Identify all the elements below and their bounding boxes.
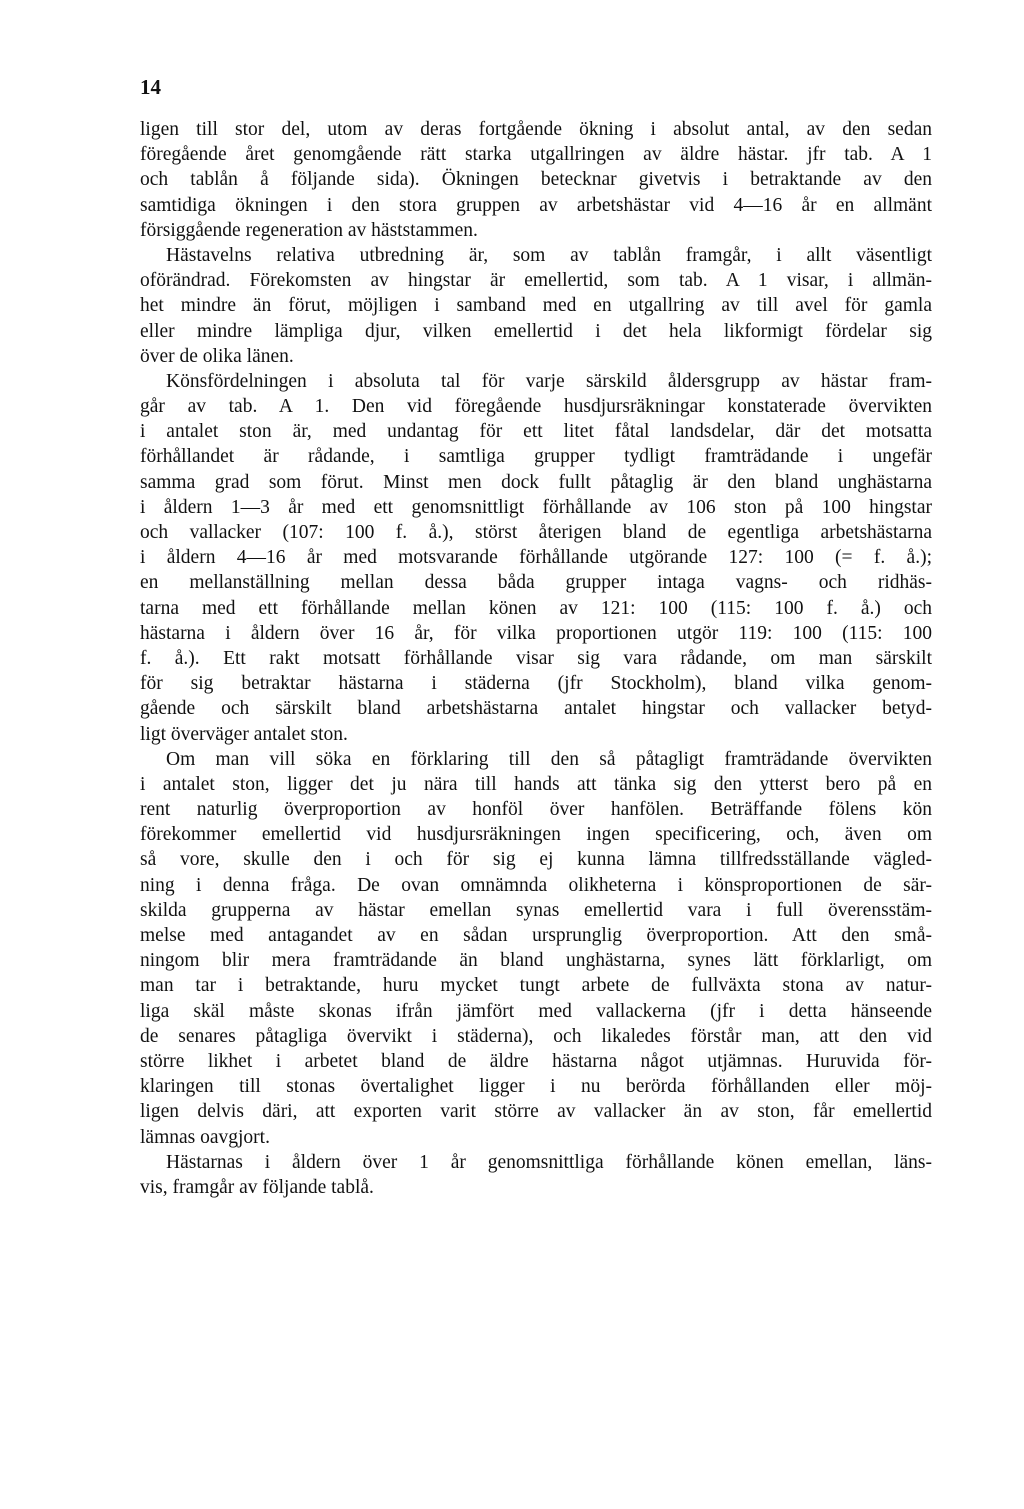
text-line: melse med antagandet av en sådan ursprunglig överproportion. Att den små-: [140, 925, 932, 946]
text-line: förekommer emellertid vid husdjursräkningen ingen specificering, och, även om: [140, 824, 932, 846]
text-line: ligen delvis däri, att exporten varit större av vallacker än av ston, får emellertid: [140, 1101, 932, 1123]
text-line: lämnas oavgjort.: [140, 1126, 270, 1148]
body-text: [140, 117, 932, 1200]
text-line: klaringen till stonas övertalighet ligger i nu berörda förhållanden eller möj-: [140, 1076, 932, 1098]
text-line: eller mindre lämpliga djur, vilken emellertid i det hela likformigt fördelar sig: [140, 320, 932, 342]
text-line: f. å.). Ett rakt motsatt förhållande visar sig vara rådande, om man särskilt: [140, 647, 932, 669]
paragraph: [140, 369, 932, 747]
text-line: Hästarnas i åldern över 1 år genomsnittliga förhållande könen emellan, läns-: [166, 1151, 932, 1173]
text-line: i åldern 4—16 år med motsvarande förhållande utgörande 127: 100 (= f. å.);: [140, 547, 932, 569]
text-line: vis, framgår av följande tablå.: [140, 1176, 374, 1198]
text-line: Könsfördelningen i absoluta tal för varje särskild åldersgrupp av hästar fram-: [166, 370, 932, 392]
text-line: större likhet i arbetet bland de äldre hästarna något utjämnas. Huruvida för-: [140, 1050, 932, 1072]
paragraph: [140, 243, 932, 369]
text-line: man tar i betraktande, huru mycket tungt arbete de fullväxta stona av natur-: [140, 975, 932, 997]
text-line: rent naturlig överproportion av honföl över hanfölen. Beträffande fölens kön: [140, 799, 932, 821]
text-line: Om man vill söka en förklaring till den så påtagligt framträdande övervikten: [166, 748, 932, 770]
text-line: hästarna i åldern över 16 år, för vilka proportionen utgör 119: 100 (115: 100: [140, 622, 932, 644]
text-line: skilda grupperna av hästar emellan synas emellertid vara i full överensstäm-: [140, 899, 932, 921]
text-line: liga skäl måste skonas ifrån jämfört med vallackerna (jfr i detta hänseende: [140, 1000, 932, 1022]
text-line: oförändrad. Förekomsten av hingstar är emellertid, som tab. A 1 visar, i allmän-: [140, 270, 932, 292]
text-line: en mellanställning mellan dessa båda grupper intaga vagns- och ridhäs-: [140, 572, 932, 594]
text-line: och tablån å följande sida). Ökningen betecknar givetvis i betraktande av den: [140, 169, 932, 191]
text-line: ligen till stor del, utom av deras fortgående ökning i absolut antal, av den sedan: [140, 119, 932, 140]
text-line: och vallacker (107: 100 f. å.), störst återigen bland de egentliga arbetshästarna: [140, 522, 932, 543]
text-line: för sig betraktar hästarna i städerna (jfr Stockholm), bland vilka genom-: [140, 673, 932, 695]
text-line: i antalet ston är, med undantag för ett litet fåtal landsdelar, där det motsatta: [140, 421, 932, 443]
text-line: över de olika länen.: [140, 345, 294, 367]
text-line: ningom blir mera framträdande än bland unghästarna, synes lätt förklarligt, om: [140, 950, 932, 972]
text-line: föregående året genomgående rätt starka utgallringen av äldre hästar. jfr tab. A 1: [140, 144, 932, 166]
text-line: förhållandet är rådande, i samtliga grupper tydligt framträdande i ungefär: [140, 446, 932, 468]
text-line: i åldern 1—3 år med ett genomsnittligt förhållande av 106 ston på 100 hingstar: [140, 496, 932, 518]
paragraph: [140, 747, 932, 1150]
text-line: Hästavelns relativa utbredning är, som av tablån framgår, i allt väsentligt: [166, 244, 932, 266]
text-line: samma grad som förut. Minst men dock fullt påtaglig är den bland unghästarna: [140, 471, 932, 493]
text-line: ligt överväger antalet ston.: [140, 723, 348, 745]
text-line: ning i denna fråga. De ovan omnämnda olikheterna i könsproportionen de sär-: [140, 874, 932, 896]
text-line: tarna med ett förhållande mellan könen av 121: 100 (115: 100 f. å.) och: [140, 597, 932, 619]
text-line: samtidiga ökningen i den stora gruppen av arbetshästar vid 4—16 år en allmänt: [140, 194, 932, 216]
text-line: försiggående regeneration av häststammen.: [140, 219, 478, 241]
text-line: de senares påtagliga övervikt i städerna), och likaledes förstår man, att den vid: [140, 1025, 932, 1047]
paragraph: [140, 1150, 932, 1200]
text-line: i antalet ston, ligger det ju nära till hands att tänka sig den ytterst bero på en: [140, 773, 932, 795]
text-line: het mindre än förut, möjligen i samband med en utgallring av till avel för gamla: [140, 295, 932, 317]
text-line: går av tab. A 1. Den vid föregående husdjursräkningar konstaterade övervikten: [140, 396, 932, 418]
text-line: så vore, skulle den i och för sig ej kunna lämna tillfredsställande vägled-: [140, 849, 932, 871]
text-line: gående och särskilt bland arbetshästarna antalet hingstar och vallacker betyd-: [140, 698, 932, 720]
paragraph: [140, 117, 932, 243]
page-number: 14: [140, 75, 161, 99]
